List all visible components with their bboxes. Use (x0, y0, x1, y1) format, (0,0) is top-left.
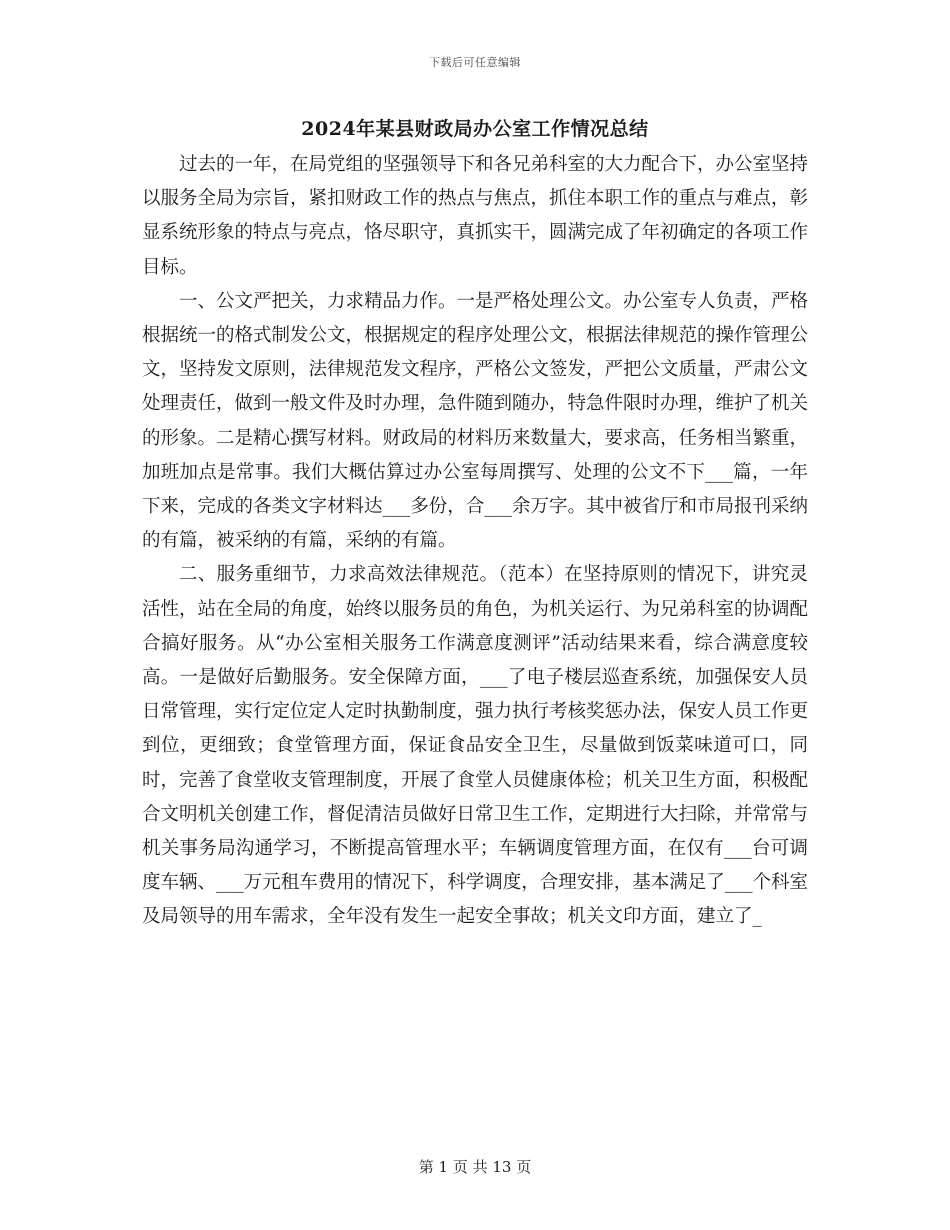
paragraph-section-2: 二、服务重细节，力求高效法律规范。（范本）在坚持原则的情况下，讲究灵活性，站在全局的角度，始终以服务员的角色，为机关运行、为兄弟科室的协调配合搞好服务。从“办公室相关服务工作满意度测评”活动结果来看，综合满意度较高。一是做好后勤服务。安全保障方面，___了电子楼层巡查系统，加强保安人员日常管理，实行定位定人定时执勤制度，强力执行考核奖惩办法，保安人员工作更到位，更细致；食堂管理方面，保证食品安全卫生，尽量做到饭菜味道可口，同时，完善了食堂收支管理制度，开展了食堂人员健康体检；机关卫生方面，积极配合文明机关创建工作，督促清洁员做好日常卫生工作，定期进行大扫除，并常常与机关事务局沟通学习，不断提高管理水平；车辆调度管理方面，在仅有___台可调度车辆、___万元租车费用的情况下，科学调度，合理安排，基本满足了___个科室及局领导的用车需求，全年没有发生一起安全事故；机关文印方面，建立了_ (142, 564, 809, 928)
document-title: 2024年某县财政局办公室工作情况总结 (301, 118, 649, 140)
page-number-footer: 第 1 页 共 13 页 (418, 1158, 532, 1176)
paragraph-section-1: 一、公文严把关，力求精品力作。一是严格处理公文。办公室专人负责，严格根据统一的格式制发公文，根据规定的程序处理公文，根据法律规范的操作管理公文，坚持发文原则，法律规范发文程序，严格公文签发，严把公文质量，严肃公文处理责任，做到一般文件及时办理，急件随到随办，特急件限时办理，维护了机关的形象。二是精心撰写材料。财政局的材料历来数量大，要求高，任务相当繁重，加班加点是常事。我们大概估算过办公室每周撰写、处理的公文不下___篇，一年下来，完成的各类文字材料达___多份，合___余万字。其中被省厅和市局报刊采纳的有篇，被采纳的有篇，采纳的有篇。 (142, 290, 809, 552)
document-body (142, 148, 808, 935)
paragraph-intro: 过去的一年，在局党组的坚强领导下和各兄弟科室的大力配合下，办公室坚持以服务全局为宗旨，紧扣财政工作的热点与焦点，抓住本职工作的重点与难点，彰显系统形象的特点与亮点，恪尽职守，真抓实干，圆满完成了年初确定的各项工作目标。 (142, 154, 809, 278)
page-header-note: 下载后可任意编辑 (429, 56, 521, 69)
